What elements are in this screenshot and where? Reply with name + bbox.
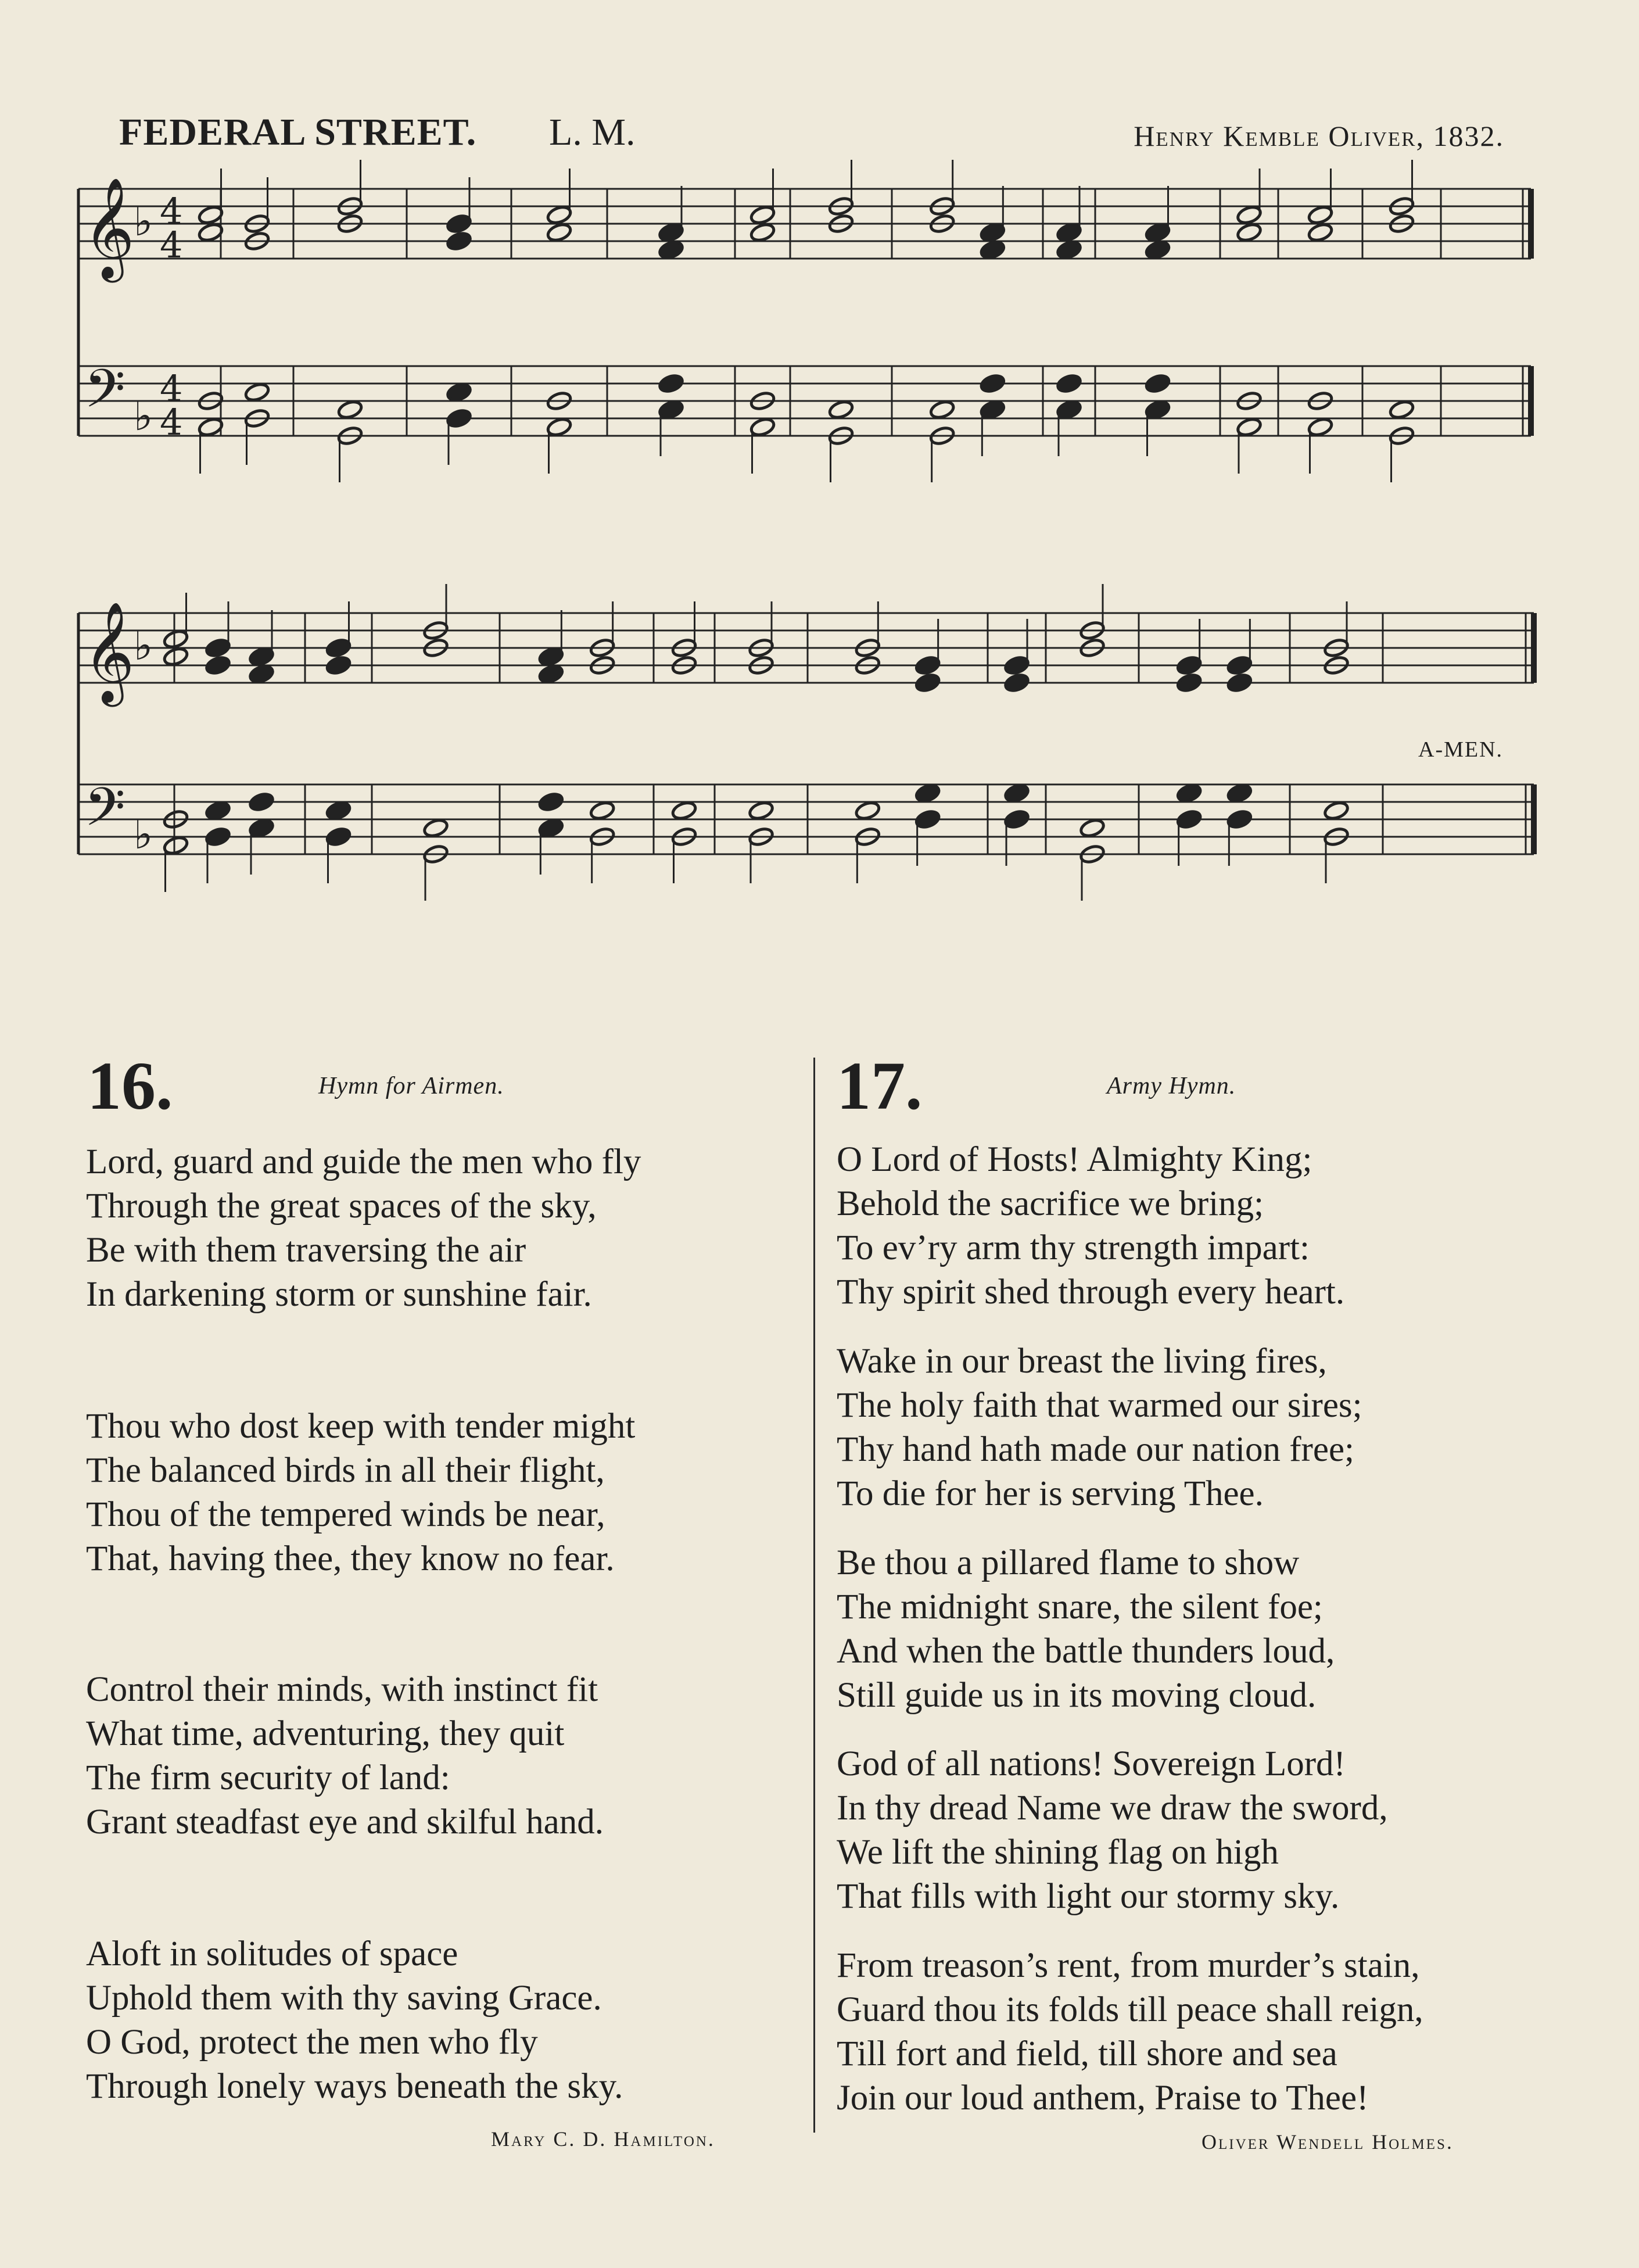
- tenor-note: [914, 783, 941, 804]
- bass-clef-icon: 𝄢: [84, 358, 125, 432]
- tenor-note: [1226, 783, 1253, 804]
- tenor-note: [1145, 373, 1171, 394]
- time-signature-denominator: 4: [160, 401, 183, 443]
- verse-line: To die for her is serving Thee.: [837, 1474, 1264, 1513]
- hymn-17-author: Oliver Wendell Holmes.: [1202, 2130, 1454, 2154]
- verse-line: Aloft in solitudes of space: [86, 1934, 458, 1973]
- tenor-note: [929, 399, 956, 420]
- treble-note: [914, 655, 941, 676]
- verse-line: Thou of the tempered winds be near,: [86, 1495, 605, 1534]
- alto-note: [1056, 239, 1082, 260]
- treble-note: [1176, 655, 1203, 676]
- time-signature-denominator: 4: [160, 224, 183, 266]
- hymn-16-stanza-4: [86, 1932, 623, 2109]
- verse-line: That fills with light our stormy sky.: [837, 1877, 1340, 1916]
- treble-note: [537, 646, 564, 667]
- treble-note: [1236, 205, 1263, 225]
- verse-line: Uphold them with thy saving Grace.: [86, 1979, 602, 2018]
- alto-note: [914, 672, 941, 693]
- bass-note: [1226, 809, 1253, 830]
- hymn-17-number: 17.: [837, 1048, 923, 1124]
- tenor-note: [337, 399, 364, 420]
- verse-line: Be thou a pillared flame to show: [837, 1543, 1300, 1582]
- treble-note: [248, 646, 275, 667]
- tenor-note: [671, 800, 698, 821]
- alto-note: [163, 646, 189, 667]
- treble-note: [325, 637, 352, 658]
- tenor-note: [244, 382, 271, 403]
- treble-clef-icon: 𝄞: [83, 601, 135, 703]
- bass-note: [1236, 417, 1263, 438]
- composer-credit: Henry Kemble Oliver, 1832.: [1134, 120, 1504, 152]
- tenor-note: [446, 382, 472, 403]
- hymn-16-stanza-2: [86, 1404, 635, 1581]
- alto-note: [749, 222, 776, 243]
- treble-note: [446, 213, 472, 234]
- treble-note: [1056, 222, 1082, 243]
- column-divider: [813, 1058, 815, 2133]
- treble-note: [749, 205, 776, 225]
- treble-note: [1003, 655, 1030, 676]
- treble-note: [1226, 655, 1253, 676]
- verse-line: In darkening storm or sunshine fair.: [86, 1275, 592, 1314]
- verse-line: Behold the sacrifice we bring;: [837, 1184, 1264, 1223]
- tenor-note: [205, 800, 231, 821]
- music-score: [0, 0, 1639, 930]
- treble-note: [658, 222, 684, 243]
- alto-note: [1307, 222, 1334, 243]
- bass-note: [1003, 809, 1030, 830]
- bass-note: [658, 399, 684, 420]
- verse-line: Grant steadfast eye and skilful hand.: [86, 1803, 604, 1841]
- tenor-note: [1176, 783, 1203, 804]
- bass-note: [1145, 399, 1171, 420]
- verse-line: O Lord of Hosts! Almighty King;: [837, 1140, 1312, 1179]
- treble-note: [205, 637, 231, 658]
- treble-note: [1307, 205, 1334, 225]
- flat-icon: ♭: [134, 198, 153, 245]
- tune-title: FEDERAL STREET.: [119, 111, 477, 153]
- tenor-note: [1323, 800, 1350, 821]
- hymn-16-stanza-3: [86, 1668, 604, 1844]
- hymn-17-stanza-4: [837, 1742, 1388, 1919]
- alto-note: [1003, 672, 1030, 693]
- verse-line: Through the great spaces of the sky,: [86, 1187, 597, 1226]
- bass-note: [446, 408, 472, 429]
- verse-line: Till fort and field, till shore and sea: [837, 2034, 1337, 2073]
- bass-clef-icon: 𝄢: [84, 776, 125, 851]
- treble-clef-icon: 𝄞: [83, 177, 135, 278]
- tenor-note: [1389, 399, 1415, 420]
- hymn-16-number: 16.: [87, 1048, 173, 1124]
- alto-note: [1226, 672, 1253, 693]
- verse-line: The firm security of land:: [86, 1758, 450, 1797]
- time-signature-numerator: 4: [160, 367, 183, 410]
- bass-note: [749, 417, 776, 438]
- hymn-17-stanza-5: [837, 1944, 1423, 2120]
- flat-icon: ♭: [134, 622, 153, 669]
- verse-line: The balanced birds in all their flight,: [86, 1451, 605, 1490]
- hymn-16-stanza-1: [86, 1140, 641, 1317]
- flat-icon: ♭: [134, 392, 153, 440]
- verse-line: The holy faith that warmed our sires;: [837, 1386, 1362, 1425]
- hymn-16-author: Mary C. D. Hamilton.: [491, 2127, 715, 2151]
- verse-line: Guard thou its folds till peace shall reign,: [837, 1990, 1423, 2029]
- bass-note: [248, 818, 275, 839]
- treble-note: [546, 205, 573, 225]
- bass-note: [537, 818, 564, 839]
- tenor-note: [979, 373, 1006, 394]
- verse-line: Through lonely ways beneath the sky.: [86, 2067, 623, 2106]
- bass-note: [205, 826, 231, 847]
- alto-note: [1145, 239, 1171, 260]
- verse-line: From treason’s rent, from murder’s stain,: [837, 1946, 1420, 1985]
- verse-line: The midnight snare, the silent foe;: [837, 1588, 1323, 1626]
- bass-note: [1307, 417, 1334, 438]
- treble-note: [979, 222, 1006, 243]
- flat-icon: ♭: [134, 811, 153, 858]
- tenor-note: [658, 373, 684, 394]
- bass-note: [1056, 399, 1082, 420]
- verse-line: Thou who dost keep with tender might: [86, 1407, 636, 1446]
- verse-line: Join our loud anthem, Praise to Thee!: [837, 2079, 1369, 2117]
- alto-note: [325, 655, 352, 676]
- hymn-17-stanza-3: [837, 1541, 1335, 1718]
- tenor-note: [589, 800, 616, 821]
- tenor-note: [422, 818, 449, 839]
- verse-line: Lord, guard and guide the men who fly: [86, 1142, 641, 1181]
- verse-line: Still guide us in its moving cloud.: [837, 1676, 1317, 1715]
- verse-line: Thy spirit shed through every heart.: [837, 1273, 1345, 1312]
- amen-label: A-MEN.: [1418, 737, 1504, 762]
- tenor-note: [1056, 373, 1082, 394]
- alto-note: [446, 231, 472, 252]
- verse-line: Thy hand hath made our nation free;: [837, 1430, 1354, 1469]
- alto-note: [979, 239, 1006, 260]
- tenor-note: [1079, 818, 1106, 839]
- alto-note: [546, 222, 573, 243]
- tenor-note: [748, 800, 774, 821]
- tenor-note: [537, 791, 564, 812]
- alto-note: [1176, 672, 1203, 693]
- bass-note: [325, 826, 352, 847]
- verse-line: Be with them traversing the air: [86, 1231, 526, 1270]
- verse-line: To ev’ry arm thy strength impart:: [837, 1228, 1310, 1267]
- treble-note: [163, 629, 189, 650]
- verse-line: And when the battle thunders loud,: [837, 1632, 1335, 1671]
- hymn-16-subtitle: Hymn for Airmen.: [318, 1073, 504, 1099]
- treble-note: [1145, 222, 1171, 243]
- alto-note: [658, 239, 684, 260]
- tenor-note: [325, 800, 352, 821]
- bass-note: [163, 835, 189, 856]
- alto-note: [1236, 222, 1263, 243]
- verse-line: That, having thee, they know no fear.: [86, 1539, 615, 1578]
- tenor-note: [248, 791, 275, 812]
- verse-line: Control their minds, with instinct fit: [86, 1670, 598, 1709]
- tune-meter: L. M.: [549, 111, 636, 153]
- tenor-note: [1003, 783, 1030, 804]
- hymn-17-stanza-1: [837, 1138, 1344, 1314]
- hymn-17-subtitle: Army Hymn.: [1107, 1073, 1236, 1099]
- tenor-note: [854, 800, 881, 821]
- verse-line: What time, adventuring, they quit: [86, 1714, 565, 1753]
- bass-note: [546, 417, 573, 438]
- alto-note: [205, 655, 231, 676]
- alto-note: [248, 664, 275, 685]
- hymn-17-stanza-2: [837, 1339, 1362, 1516]
- tenor-note: [828, 399, 855, 420]
- time-signature-numerator: 4: [160, 190, 183, 232]
- bass-note: [914, 809, 941, 830]
- verse-line: We lift the shining flag on high: [837, 1833, 1279, 1872]
- verse-line: O God, protect the men who fly: [86, 2023, 538, 2062]
- bass-note: [1176, 809, 1203, 830]
- verse-line: In thy dread Name we draw the sword,: [837, 1789, 1388, 1828]
- alto-note: [537, 664, 564, 685]
- bass-note: [979, 399, 1006, 420]
- verse-line: Wake in our breast the living fires,: [837, 1342, 1327, 1381]
- verse-line: God of all nations! Sovereign Lord!: [837, 1744, 1346, 1783]
